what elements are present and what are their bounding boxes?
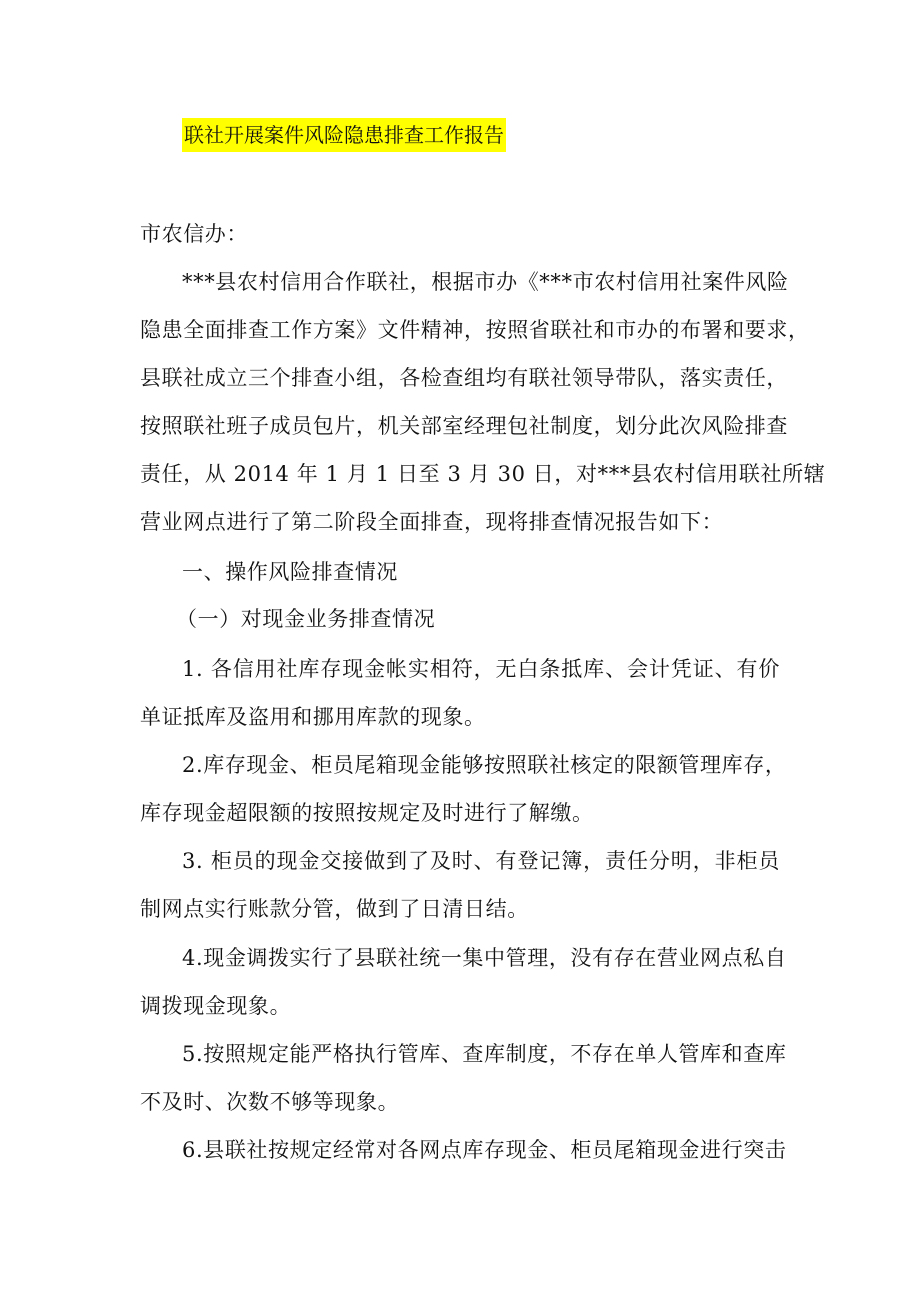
item-3-line: 制网点实行账款分管，做到了日清日结。: [140, 897, 529, 921]
item-4-line: 调拨现金现象。: [140, 994, 292, 1018]
intro-line: ***县农村信用合作联社，根据市办《***市农村信用社案件风险: [182, 270, 789, 294]
item-2-line: 库存现金超限额的按照按规定及时进行了解缴。: [140, 801, 594, 825]
section-heading: 一、操作风险排查情况: [182, 560, 398, 584]
title-container: [182, 118, 506, 152]
intro-line: 责任，从 2014 年 1 月 1 日至 3 月 30 日，对***县农村信用联社所辖: [140, 462, 826, 486]
intro-line: 县联社成立三个排查小组，各检查组均有联社领导带队，落实责任，: [140, 366, 788, 390]
document-title: 联社开展案件风险隐患排查工作报告: [182, 118, 506, 152]
intro-line: 营业网点进行了第二阶段全面排查，现将排查情况报告如下：: [140, 510, 724, 534]
item-6-line: 6.县联社按规定经常对各网点库存现金、柜员尾箱现金进行突击: [182, 1138, 787, 1162]
item-2-line: 2.库存现金、柜员尾箱现金能够按照联社核定的限额管理库存，: [182, 753, 787, 777]
item-3-line: 3. 柜员的现金交接做到了及时、有登记簿，责任分明，非柜员: [182, 849, 780, 873]
subsection-heading: （一）对现金业务排查情况: [176, 607, 436, 631]
intro-line: 隐患全面排查工作方案》文件精神，按照省联社和市办的布署和要求，: [140, 318, 810, 342]
item-4-line: 4.现金调拨实行了县联社统一集中管理，没有存在营业网点私自: [182, 946, 787, 970]
item-1-line: 1. 各信用社库存现金帐实相符，无白条抵库、会计凭证、有价: [182, 657, 780, 681]
salutation: 市农信办：: [140, 222, 248, 246]
item-5-line: 5.按照规定能严格执行管库、查库制度，不存在单人管库和查库: [182, 1042, 787, 1066]
item-1-line: 单证抵库及盗用和挪用库款的现象。: [140, 705, 486, 729]
intro-line: 按照联社班子成员包片，机关部室经理包社制度，划分此次风险排查: [140, 414, 788, 438]
item-5-line: 不及时、次数不够等现象。: [140, 1090, 400, 1114]
